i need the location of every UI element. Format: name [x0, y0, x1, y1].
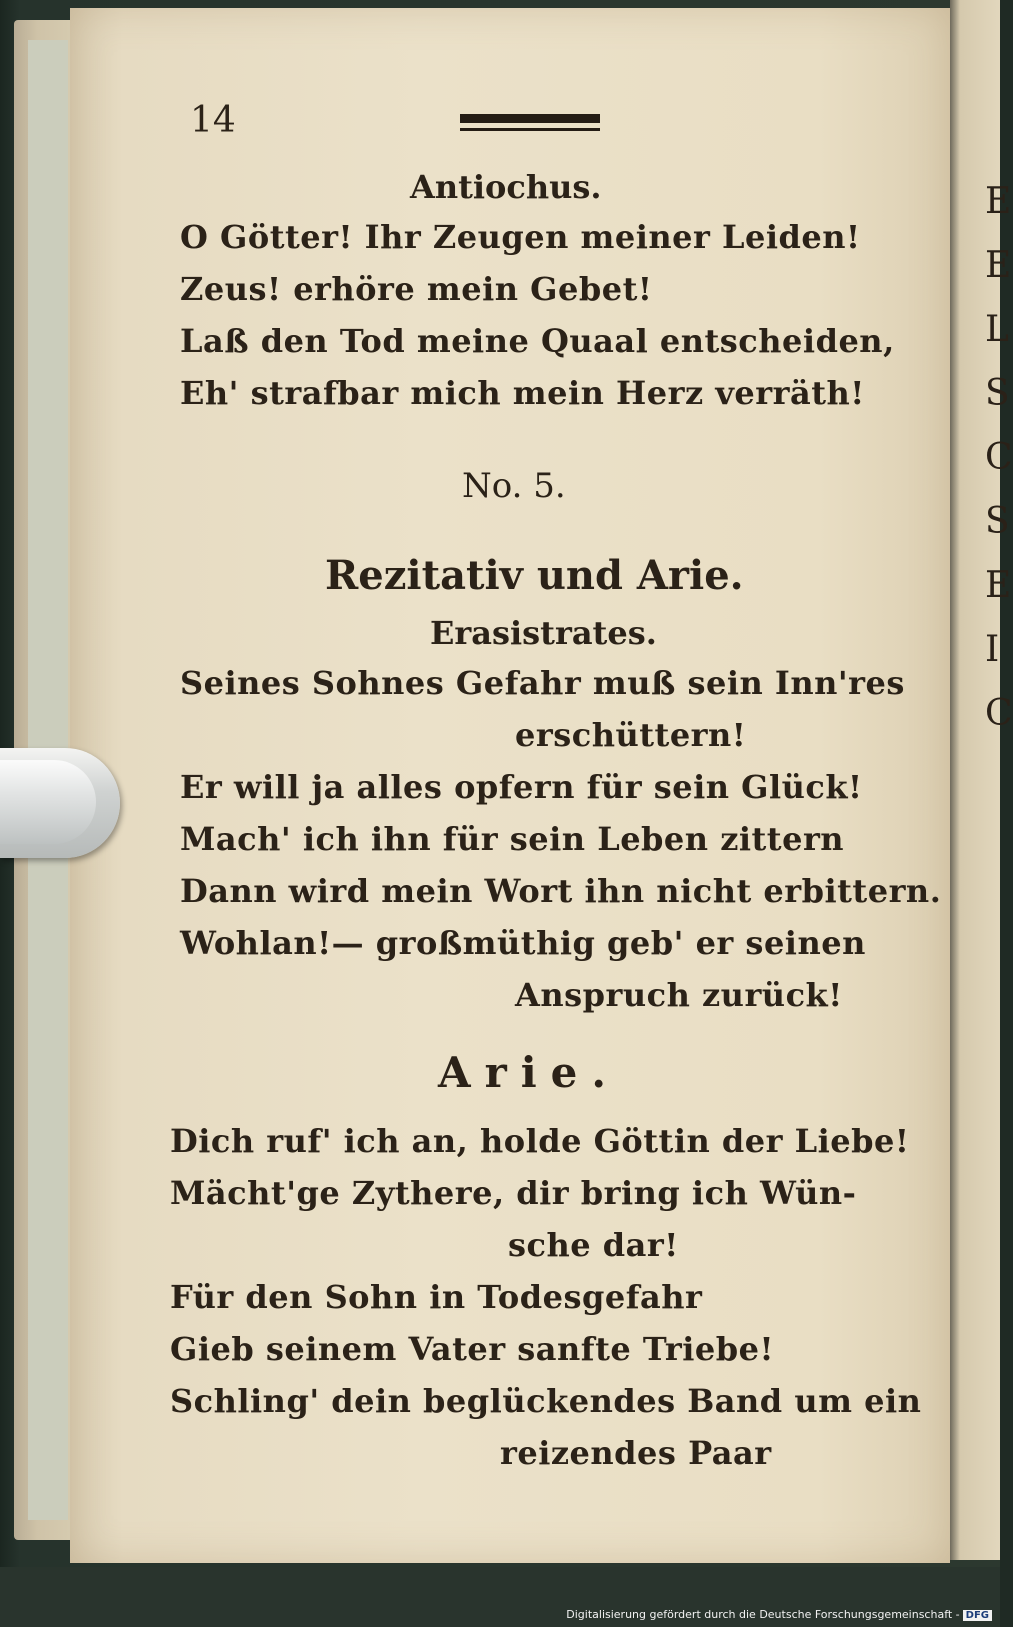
next-page-fragment: C [985, 437, 1013, 478]
footer-credit [566, 1608, 992, 1621]
verse-line: Dich ruf' ich an, holde Göttin der Liebe! [170, 1122, 910, 1160]
verse-line: Mächt'ge Zythere, dir bring ich Wün- [170, 1174, 857, 1212]
aria-title: Arie. [438, 1048, 621, 1097]
next-page-fragment: I [985, 629, 1000, 670]
next-page-fragment: L [985, 309, 1009, 350]
verse-line: Er will ja alles opfern für sein Glück! [180, 768, 863, 806]
dfg-logo: DFG [963, 1610, 992, 1621]
verse-line: Zeus! erhöre mein Gebet! [180, 270, 653, 308]
verse-line: Für den Sohn in Todesgefahr [170, 1278, 703, 1316]
page-number: 14 [190, 100, 236, 141]
header-rule [460, 114, 600, 136]
page-clip [0, 748, 120, 858]
verse-line: Eh' strafbar mich mein Herz verräth! [180, 374, 865, 412]
footer-bar [0, 1567, 1000, 1627]
verse-line: Schling' dein beglückendes Band um ein [170, 1382, 922, 1420]
verse-line: O Götter! Ihr Zeugen meiner Leiden! [180, 218, 861, 256]
verse-line-continued: erschüttern! [515, 716, 747, 754]
footer-credit-text: Digitalisierung gefördert durch die Deutsche Forschungsgemeinschaft - [566, 1608, 960, 1621]
next-page-fragment: E [985, 181, 1012, 222]
header-rule-thick [460, 114, 600, 123]
next-page-fragment: E [985, 245, 1012, 286]
verse-line: Gieb seinem Vater sanfte Triebe! [170, 1330, 774, 1368]
speaker-erasistrates: Erasistrates. [430, 614, 657, 652]
verse-line: Dann wird mein Wort ihn nicht erbittern. [180, 872, 942, 910]
verse-line: Mach' ich ihn für sein Leben zittern [180, 820, 845, 858]
next-page-fragment: C [985, 693, 1013, 734]
verse-line-continued: sche dar! [508, 1226, 679, 1264]
section-title: Rezitativ und Arie. [325, 552, 744, 599]
number-label: No. 5. [462, 466, 566, 506]
next-page-fragment: E [985, 565, 1012, 606]
next-page-fragments [985, 170, 1013, 746]
verse-line: Seines Sohnes Gefahr muß sein Inn'res [180, 664, 905, 702]
header-rule-thin [460, 128, 600, 131]
verse-line-continued: Anspruch zurück! [515, 976, 843, 1014]
verse-line: Laß den Tod meine Quaal entscheiden, [180, 322, 895, 360]
verse-line-continued: reizendes Paar [500, 1434, 772, 1472]
page-clip-highlight [0, 760, 96, 844]
speaker-antiochus: Antiochus. [410, 168, 602, 206]
next-page-fragment: S [985, 501, 1010, 542]
next-page-fragment: S [985, 373, 1010, 414]
verse-line: Wohlan!— großmüthig geb' er seinen [180, 924, 866, 962]
